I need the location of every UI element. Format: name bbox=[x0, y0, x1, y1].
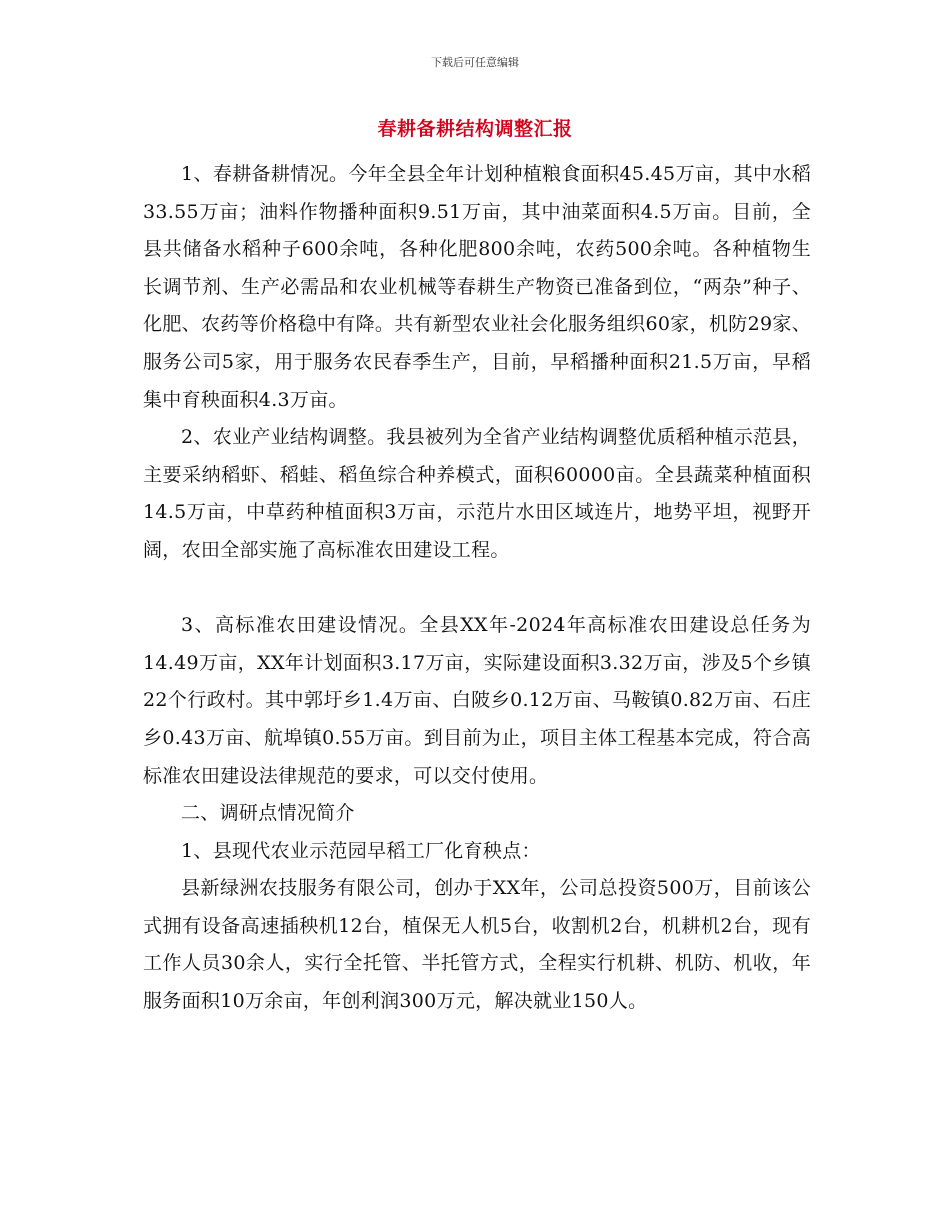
header-note: 下载后可任意编辑 bbox=[431, 56, 519, 69]
document-title: 春耕备耕结构调整汇报 bbox=[377, 118, 573, 140]
subsection-heading-seedling-point: 1、县现代农业示范园早稻工厂化育秧点： bbox=[181, 839, 541, 862]
paragraph-company-intro: 县新绿洲农技服务有限公司，创办于XX年，公司总投资500万，目前该公式拥有设备高速插秧机12台，植保无人机5台，收割机2台，机耕机2台，现有工作人员30余人，实行全托管、半托管方式，全程实行机耕、机防、机收，年服务面积10万余亩，年创利润300万元，解决就业150人。 bbox=[143, 877, 811, 1013]
paragraph-farmland-construction: 3、高标准农田建设情况。全县XX年-2024年高标准农田建设总任务为14.49万亩，XX年计划面积3.17万亩，实际建设面积3.32万亩，涉及5个乡镇22个行政村。其中郭圩乡1.4万亩、白陂乡0.12万亩、马鞍镇0.82万亩、石庄乡0.43万亩、航埠镇0.55万亩。到目前为止，项目主体工程基本完成，符合高标准农田建设法律规范的要求，可以交付使用。 bbox=[143, 614, 811, 787]
paragraph-spring-farming: 1、春耕备耕情况。今年全县全年计划种植粮食面积45.45万亩，其中水稻33.55万亩；油料作物播种面积9.51万亩，其中油菜面积4.5万亩。目前，全县共储备水稻种子600余吨，各种化肥800余吨，农药500余吨。各种植物生长调节剂、生产必需品和农业机械等春耕生产物资已准备到位，“两杂”种子、化肥、农药等价格稳中有降。共有新型农业社会化服务组织60家，机防29家、服务公司5家，用于服务农民春季生产，目前，早稻播种面积21.5万亩，早稻集中育秧面积4.3万亩。 bbox=[143, 163, 811, 411]
section-heading-survey: 二、调研点情况简介 bbox=[181, 802, 355, 825]
document-body bbox=[143, 156, 811, 1021]
paragraph-structure-adjustment: 2、农业产业结构调整。我县被列为全省产业结构调整优质稻种植示范县，主要采纳稻虾、稻蛙、稻鱼综合种养模式，面积60000亩。全县蔬菜种植面积14.5万亩，中草药种植面积3万亩，示范片水田区域连片，地势平坦，视野开阔，农田全部实施了高标准农田建设工程。 bbox=[143, 426, 811, 561]
